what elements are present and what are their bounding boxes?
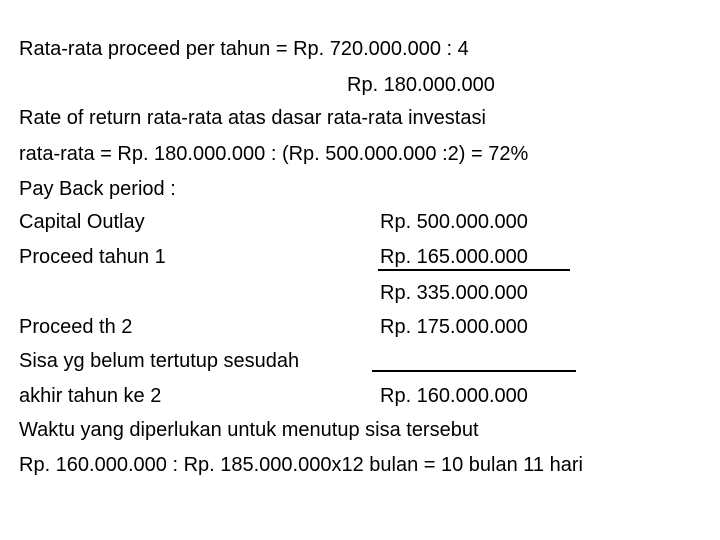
remaining-uncovered-label: Sisa yg belum tertutup sesudah — [19, 350, 300, 372]
subtotal-rule-2 — [372, 370, 576, 372]
capital-outlay-label: Capital Outlay — [19, 211, 145, 233]
payback-period-heading: Pay Back period : — [19, 178, 176, 200]
proceed-year1-label: Proceed tahun 1 — [19, 246, 166, 268]
end-of-year2-value: Rp. 160.000.000 — [380, 385, 528, 407]
average-proceed-line: Rata-rata proceed per tahun = Rp. 720.000.000 : 4 — [19, 38, 469, 60]
average-proceed-result: Rp. 180.000.000 — [347, 74, 495, 96]
capital-outlay-value: Rp. 500.000.000 — [380, 211, 528, 233]
time-needed-formula: Rp. 160.000.000 : Rp. 185.000.000x12 bulan = 10 bulan 11 hari — [19, 454, 583, 476]
proceed-year1-value: Rp. 165.000.000 — [380, 246, 528, 268]
rate-of-return-heading: Rate of return rata-rata atas dasar rata-rata investasi — [19, 107, 486, 129]
remaining-after-year1-value: Rp. 335.000.000 — [380, 282, 528, 304]
subtotal-rule-1 — [378, 269, 570, 271]
proceed-year2-value: Rp. 175.000.000 — [380, 316, 528, 338]
rate-of-return-formula: rata-rata = Rp. 180.000.000 : (Rp. 500.000.000 :2) = 72% — [19, 143, 529, 165]
end-of-year2-label: akhir tahun ke 2 — [19, 385, 162, 407]
proceed-year2-label: Proceed th 2 — [19, 316, 133, 338]
time-needed-heading: Waktu yang diperlukan untuk menutup sisa tersebut — [19, 419, 479, 441]
